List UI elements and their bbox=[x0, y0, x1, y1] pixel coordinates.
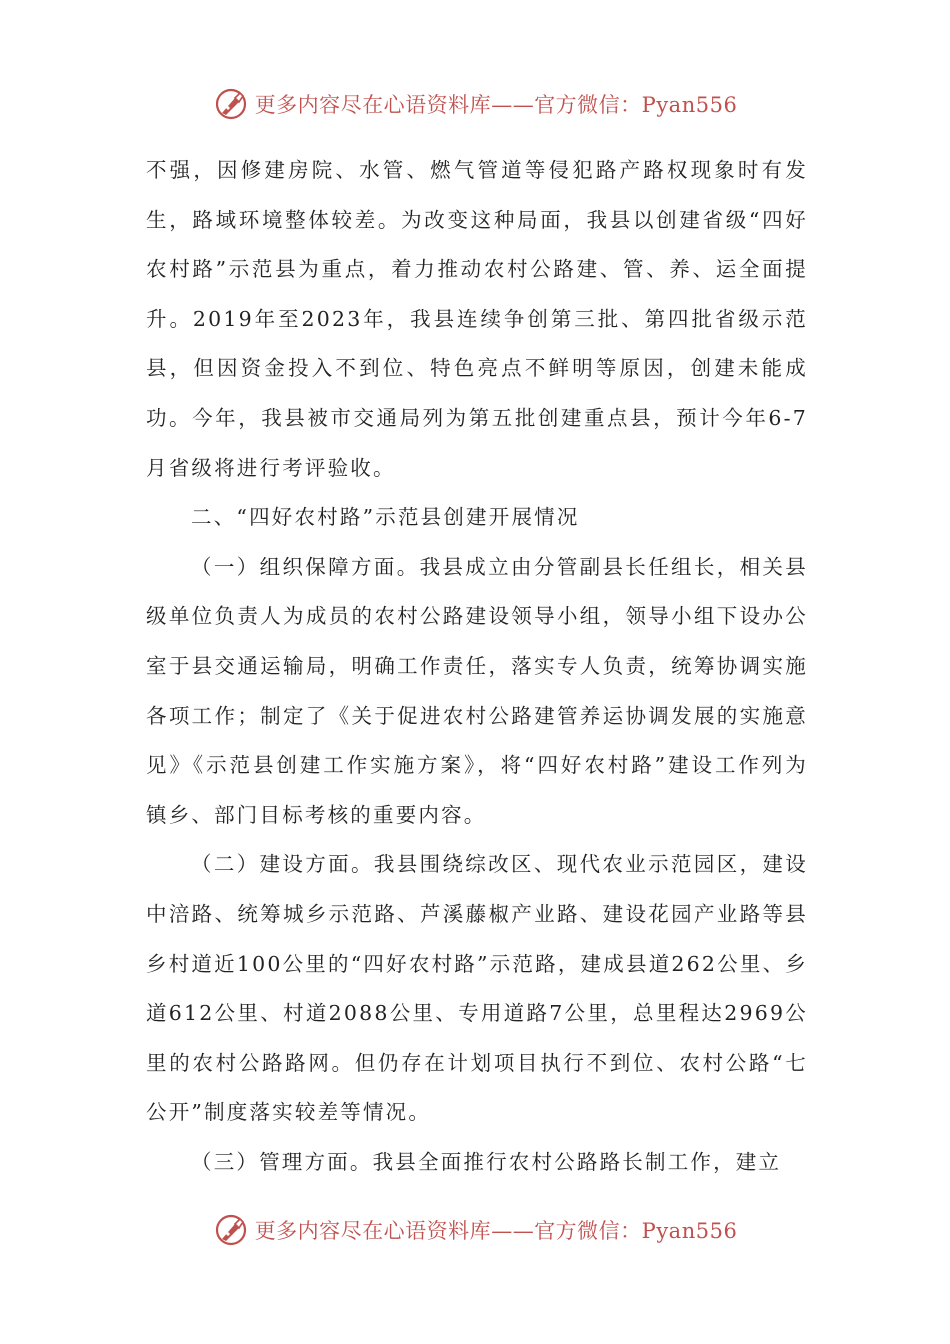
watermark-header bbox=[0, 82, 950, 126]
paragraph-organization: （一）组织保障方面。我县成立由分管副县长任组长，相关县级单位负责人为成员的农村公路建设领导小组，领导小组下设办公室于县交通运输局，明确工作责任，落实专人负责，统筹协调实施各项工作；制定了《关于促进农村公路建管养运协调发展的实施意见》《示范县创建工作实施方案》，将“四好农村路”建设工作列为镇乡、部门目标考核的重要内容。 bbox=[146, 554, 808, 827]
section-heading: 二、“四好农村路”示范县创建开展情况 bbox=[191, 505, 580, 530]
pen-nib-logo-icon bbox=[213, 86, 249, 122]
pen-nib-logo-icon bbox=[213, 1212, 249, 1248]
paragraph-intro-continued: 不强，因修建房院、水管、燃气管道等侵犯路产路权现象时有发生，路域环境整体较差。为改变这种局面，我县以创建省级“四好农村路”示范县为重点，着力推动农村公路建、管、养、运全面提升。2019年至2023年，我县连续争创第三批、第四批省级示范县，但因资金投入不到位、特色亮点不鲜明等原因，创建未能成功。今年，我县被市交通局列为第五批创建重点县，预计今年6-7月省级将进行考评验收。 bbox=[146, 158, 808, 480]
paragraph-construction: （二）建设方面。我县围绕综改区、现代农业示范园区，建设中涪路、统筹城乡示范路、芦溪藤椒产业路、建设花园产业路等县乡村道近100公里的“四好农村路”示范路，建成县道262公里、乡道612公里、村道2088公里、专用道路7公里，总里程达2969公里的农村公路路网。但仍存在计划项目执行不到位、农村公路“七公开”制度落实较差等情况。 bbox=[146, 852, 808, 1125]
watermark-text: 更多内容尽在心语资料库——官方微信：Pyan556 bbox=[254, 1219, 738, 1243]
watermark-footer bbox=[0, 1208, 950, 1252]
paragraph-management: （三）管理方面。我县全面推行农村公路路长制工作，建立 bbox=[191, 1149, 782, 1174]
document-body bbox=[146, 146, 808, 1187]
watermark-text: 更多内容尽在心语资料库——官方微信：Pyan556 bbox=[254, 93, 738, 117]
